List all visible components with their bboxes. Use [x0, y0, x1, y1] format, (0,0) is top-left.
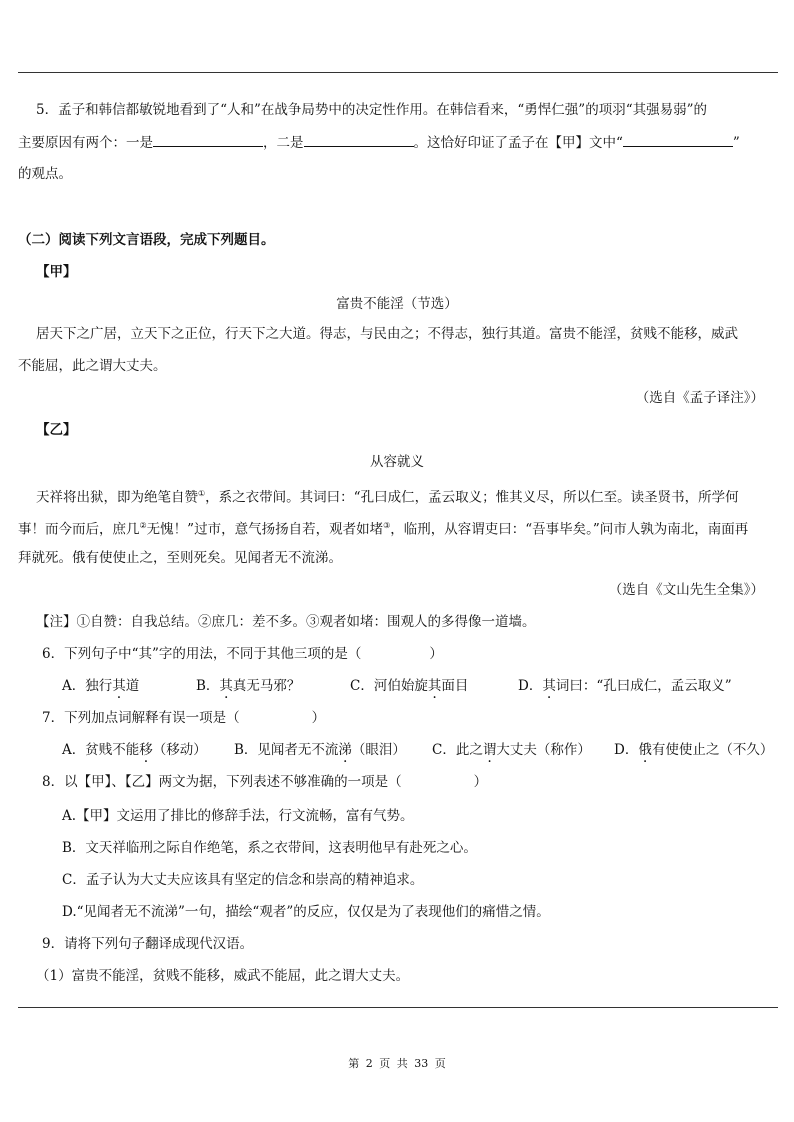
- jia-source: （选自《孟子译注》）: [635, 390, 764, 406]
- jia-title: 富贵不能淫（节选）: [336, 296, 458, 312]
- bottom-rule: [18, 1007, 778, 1008]
- yi-text-line3: 拜就死。俄有使使止之，至则死矣。见闻者无不流涕。: [18, 550, 342, 566]
- footnote-marker-2: ②: [139, 521, 147, 530]
- q7-option-a[interactable]: A．贫贱不能移（移动）: [62, 742, 207, 758]
- q6-option-c[interactable]: C．河伯始旋其面目: [350, 678, 469, 694]
- q7-option-d[interactable]: D．俄有使使止之（不久）: [614, 742, 774, 758]
- q7-option-b[interactable]: B．见闻者无不流涕（眼泪）: [234, 742, 406, 758]
- q5-blank-1[interactable]: [153, 132, 263, 147]
- q5-line2: 主要原因有两个：一是 ，二是 。这恰好印证了孟子在【甲】文中“ ”: [18, 132, 740, 153]
- q6-option-b[interactable]: B．其真无马邪？: [196, 678, 301, 694]
- yi-source: （选自《文山先生全集》）: [608, 582, 764, 598]
- q9-stem: 9．请将下列句子翻译成现代汉语。: [42, 936, 254, 952]
- footnote-marker-3: ③: [383, 521, 391, 530]
- notes: 【注】①自赞：自我总结。②庶几：差不多。③观者如堵：围观人的多得像一道墙。: [36, 614, 536, 630]
- page-footer: 第 2 页 共 33 页: [348, 1057, 446, 1070]
- q6-stem: 6．下列句子中“其”字的用法，不同于其他三项的是（ ）: [42, 646, 443, 662]
- q8-option-a[interactable]: A.【甲】文运用了排比的修辞手法，行文流畅，富有气势。: [62, 808, 414, 824]
- yi-text-line2: 事！而今而后，庶几②无愧！”过市，意气扬扬自若，观者如堵③，临刑，从容谓吏曰：“吾事毕矣。”问市人孰为南北，南面再: [18, 521, 749, 538]
- q5-line3: 的观点。: [18, 166, 72, 182]
- q6-option-a[interactable]: A．独行其道: [62, 678, 140, 694]
- jia-label: 【甲】: [36, 264, 77, 280]
- top-rule: [18, 72, 778, 73]
- q6-option-d[interactable]: D．其词曰：“孔曰成仁，孟云取义”: [518, 678, 732, 694]
- q5-blank-2[interactable]: [304, 132, 414, 147]
- q8-option-c[interactable]: C．孟子认为大丈夫应该具有坚定的信念和崇高的精神追求。: [62, 872, 424, 888]
- yi-title: 从容就义: [370, 454, 424, 470]
- jia-text-line2: 不能屈，此之谓大丈夫。: [18, 358, 167, 374]
- q8-option-b[interactable]: B．文天祥临刑之际自作绝笔，系之衣带间，这表明他早有赴死之心。: [62, 840, 477, 856]
- q9-item-1: （1）富贵不能淫，贫贱不能移，威武不能屈，此之谓大丈夫。: [36, 968, 410, 984]
- footnote-marker-1: ①: [198, 489, 206, 498]
- q7-stem: 7．下列加点词解释有误一项是（ ）: [42, 710, 326, 726]
- yi-text-line1: 天祥将出狱，即为绝笔自赞①，系之衣带间。其词曰：“孔曰成仁，孟云取义；惟其义尽，所以仁至。读圣贤书，所学何: [36, 489, 739, 506]
- jia-text-line1: 居天下之广居，立天下之正位，行天下之大道。得志，与民由之；不得志，独行其道。富贵不能淫，贫贱不能移，威武: [36, 326, 738, 342]
- q7-option-c[interactable]: C．此之谓大丈夫（称作）: [432, 742, 591, 758]
- q5-line1: 5．孟子和韩信都敏锐地看到了“人和”在战争局势中的决定性作用。在韩信看来，“勇悍仁强”的项羽“其强易弱”的: [36, 102, 707, 118]
- yi-label: 【乙】: [36, 422, 77, 438]
- q8-stem: 8．以【甲】、【乙】两文为据，下列表述不够准确的一项是（ ）: [42, 774, 488, 790]
- q5-blank-3[interactable]: [623, 132, 733, 147]
- q8-option-d[interactable]: D.“见闻者无不流涕”一句，描绘“观者”的反应，仅仅是为了表现他们的痛惜之情。: [62, 904, 550, 920]
- section2-heading: （二）阅读下列文言语段，完成下列题目。: [18, 232, 275, 248]
